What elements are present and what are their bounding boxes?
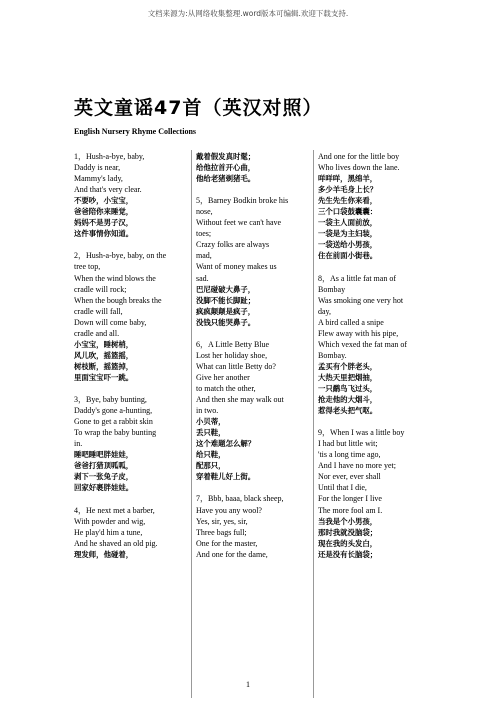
english-line: Daddy is near, <box>74 163 121 173</box>
chinese-line: 孟买有个胖老头， <box>318 361 378 371</box>
english-line: When the bough breaks the <box>74 295 162 305</box>
english-line: 5，Barney Bodkin broke his <box>196 196 289 206</box>
chinese-line: 惹得老头把气呕。 <box>318 406 378 416</box>
english-line: He play'd him a tune, <box>74 527 143 537</box>
english-line: The more fool am I. <box>318 505 383 515</box>
english-line: Without feet we can't have <box>196 218 282 228</box>
english-line: in. <box>74 439 83 449</box>
english-line: One for the master, <box>196 538 258 548</box>
english-line: Yes, sir, yes, sir, <box>196 516 248 526</box>
english-line: Who lives down the lane. <box>318 163 400 173</box>
chinese-line: 没脚不能长脚趾； <box>196 295 256 305</box>
stanza-gap <box>318 261 432 272</box>
english-line: Nor ever, ever shall <box>318 472 381 482</box>
chinese-line: 先生先生你来看， <box>318 196 378 206</box>
chinese-line: 小宝宝，睡树梢， <box>74 339 134 349</box>
english-line: Daddy's gone a-hunting, <box>74 406 153 416</box>
chinese-line: 剥下一张兔子皮， <box>74 472 134 482</box>
page-title: 英文童谣47首（英汉对照） <box>74 97 323 119</box>
english-line: And then she may walk out <box>196 395 284 405</box>
chinese-line: 这件事情你知道。 <box>74 229 134 239</box>
english-line: A bird called a snipe <box>318 317 384 327</box>
chinese-line: 咩咩咩，黑绵羊， <box>318 174 378 184</box>
chinese-line: 抢走他的大烟斗， <box>318 395 378 405</box>
chinese-line: 一袋主人面前放， <box>318 218 378 228</box>
chinese-line: 多少羊毛身上长？ <box>318 185 378 195</box>
english-line: to match the other, <box>196 383 256 393</box>
english-line: cradle will fall, <box>74 306 123 316</box>
english-line: 3，Bye, baby bunting, <box>74 395 147 405</box>
chinese-line: 还是没有长脑袋； <box>318 549 378 559</box>
english-line: Flew away with his pipe, <box>318 328 399 338</box>
english-line: Bombay. <box>318 350 347 360</box>
chinese-line: 妈妈不是男子汉， <box>74 218 134 228</box>
chinese-line: 配那只， <box>196 461 226 471</box>
english-line: 9，When I was a little boy <box>318 428 405 438</box>
chinese-line: 小贝蒂， <box>196 417 226 427</box>
chinese-line: 爸爸陪你来睡觉， <box>74 207 134 217</box>
chinese-line: 一只鹬鸟飞过头， <box>318 383 378 393</box>
chinese-line: 丢只鞋， <box>196 428 226 438</box>
english-line: Was smoking one very hot <box>318 295 404 305</box>
chinese-line: 风儿吹，摇篮摇， <box>74 350 134 360</box>
stanza-gap <box>318 416 432 427</box>
chinese-line: 当我是个小男孩， <box>318 516 378 526</box>
english-line: Which vexed the fat man of <box>318 339 408 349</box>
stanza-gap <box>196 482 310 493</box>
english-line: What can little Betty do? <box>196 361 276 371</box>
chinese-line: 那时我就没脑袋； <box>318 527 378 537</box>
stanza-gap <box>196 328 310 339</box>
stanza-gap <box>74 239 188 250</box>
english-line: tree top, <box>74 262 101 272</box>
english-line: in two. <box>196 406 219 416</box>
chinese-line: 给他拉首开心曲， <box>196 163 256 173</box>
english-line: 4，He next met a barber, <box>74 505 155 515</box>
chinese-line: 疯疯颠颠是疯子， <box>196 306 256 316</box>
chinese-line: 他给老猪剃猪毛。 <box>196 174 256 184</box>
chinese-line: 大热天里把烟抽， <box>318 372 378 382</box>
english-line: For the longer I live <box>318 494 382 504</box>
chinese-line: 现在我的头发白， <box>318 538 378 548</box>
chinese-line: 回家好裹胖娃娃。 <box>74 483 134 493</box>
column-divider <box>313 150 314 698</box>
chinese-line: 树枝断，摇篮掉， <box>74 361 134 371</box>
english-line: 7，Bbb, baaa, black sheep, <box>196 494 284 504</box>
english-line: mad, <box>196 251 212 261</box>
column-divider <box>191 150 192 698</box>
english-line: 'tis a long time ago, <box>318 450 381 460</box>
chinese-line: 穿着鞋儿好上街。 <box>196 472 256 482</box>
english-line: 6，A Little Betty Blue <box>196 339 270 349</box>
page-subtitle: English Nursery Rhyme Collections <box>74 127 196 136</box>
chinese-line: 没钱只能哭鼻子。 <box>196 317 256 327</box>
english-line: Gone to get a rabbit skin <box>74 417 153 427</box>
english-line: nose, <box>196 207 213 217</box>
chinese-line: 巴尼碰破大鼻子， <box>196 284 256 294</box>
english-line: With powder and wig, <box>74 516 146 526</box>
english-line: And I have no more yet; <box>318 461 396 471</box>
english-line: 1，Hush-a-bye, baby, <box>74 152 145 161</box>
stanza-gap <box>74 383 188 394</box>
chinese-line: 住在前面小街巷。 <box>318 251 378 261</box>
chinese-line: 不要吵，小宝宝， <box>74 196 134 206</box>
chinese-line: 一袋是为主妇装， <box>318 229 378 239</box>
english-line: cradle and all. <box>74 328 120 338</box>
text-column-2 <box>196 151 310 560</box>
page-number: 1 <box>246 680 250 689</box>
chinese-line: 三个口袋鼓囊囊： <box>318 207 378 217</box>
chinese-line: 戴着假发真时髦； <box>196 152 256 161</box>
english-line: Three bags full; <box>196 527 247 537</box>
english-line: Until that I die, <box>318 483 367 493</box>
stanza-gap <box>74 493 188 504</box>
chinese-line: 爸爸打猎顶呱呱， <box>74 461 134 471</box>
english-line: sad. <box>196 273 209 283</box>
english-line: To wrap the baby bunting <box>74 428 157 438</box>
english-line: And that's very clear. <box>74 185 142 195</box>
english-line: Crazy folks are always <box>196 240 270 250</box>
english-line: I had but little wit; <box>318 439 378 449</box>
english-line: And one for the little boy <box>318 152 400 161</box>
english-line: And one for the dame, <box>196 549 268 559</box>
english-line: Give her another <box>196 372 250 382</box>
english-line: toes; <box>196 229 212 239</box>
chinese-line: 这个难题怎么解？ <box>196 439 256 449</box>
english-line: Lost her holiday shoe, <box>196 350 268 360</box>
english-line: And he shaved an old pig. <box>74 538 158 548</box>
chinese-line: 理发师，他碰着， <box>74 549 134 559</box>
english-line: 8，As a little fat man of <box>318 273 396 283</box>
english-line: Want of money makes us <box>196 262 277 272</box>
english-line: Have you any wool? <box>196 505 262 515</box>
english-line: Down will come baby, <box>74 317 147 327</box>
english-line: 2，Hush-a-bye, baby, on the <box>74 251 167 261</box>
chinese-line: 睡吧睡吧胖娃娃， <box>74 450 134 460</box>
header-note: 文档来源为:从网络收集整理.word版本可编辑.欢迎下载支持. <box>147 9 349 18</box>
text-column-1 <box>74 151 188 560</box>
english-line: Mammy's lady, <box>74 174 123 184</box>
text-column-3 <box>318 151 432 560</box>
chinese-line: 一袋送给小男孩， <box>318 240 378 250</box>
english-line: day, <box>318 306 332 316</box>
chinese-line: 里面宝宝吓一跳。 <box>74 372 134 382</box>
english-line: When the wind blows the <box>74 273 156 283</box>
english-line: Bombay <box>318 284 346 294</box>
chinese-line: 给只鞋， <box>196 450 226 460</box>
stanza-gap <box>196 184 310 195</box>
english-line: cradle will rock; <box>74 284 127 294</box>
